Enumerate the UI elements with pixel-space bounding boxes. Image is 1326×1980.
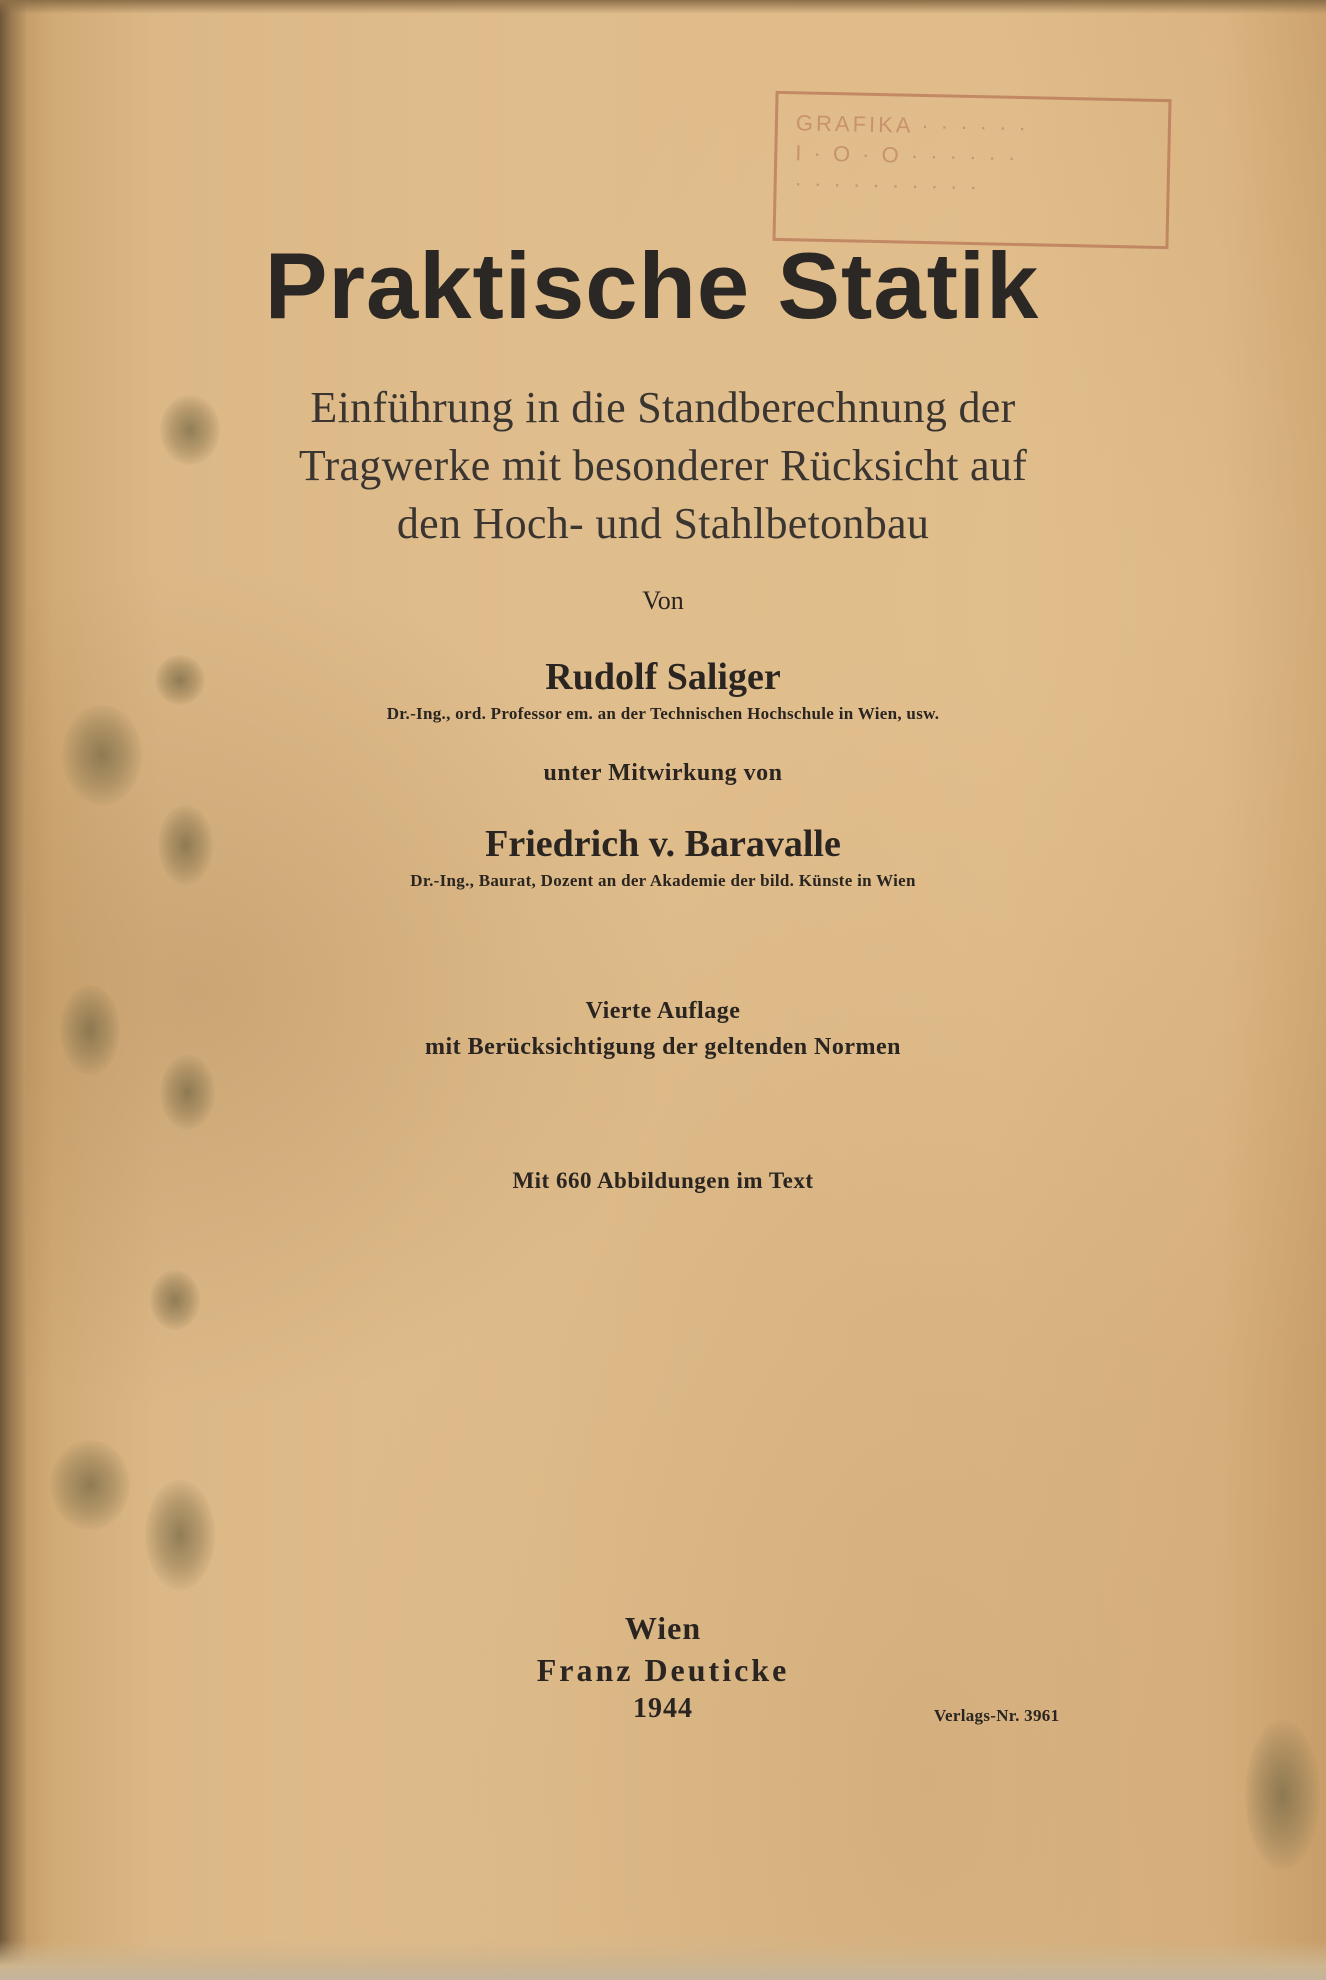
coauthor-credentials: Dr.-Ing., Baurat, Dozent an der Akademie der bild. Künste in Wien bbox=[410, 871, 916, 890]
author-name: Rudolf Saliger bbox=[545, 656, 781, 698]
by-label: Von bbox=[642, 586, 684, 615]
subtitle-line-3: den Hoch- und Stahlbetonbau bbox=[396, 499, 930, 548]
edition-note: mit Berücksichtigung der geltenden Normen bbox=[424, 1034, 902, 1060]
publication-year: 1944 bbox=[633, 1693, 693, 1724]
stain-spot bbox=[150, 1270, 200, 1330]
publisher-name: Franz Deuticke bbox=[536, 1652, 790, 1688]
stain-spot bbox=[1245, 1720, 1320, 1870]
subtitle-line-2: Tragwerke mit besonderer Rücksicht auf bbox=[298, 441, 1028, 490]
stain-spot bbox=[160, 1055, 215, 1130]
publisher-number: Verlags-Nr. 3961 bbox=[934, 1706, 1060, 1725]
worn-top-edge bbox=[0, 0, 1326, 14]
edition-label: Vierte Auflage bbox=[585, 998, 741, 1024]
worn-bottom-edge bbox=[0, 1940, 1326, 1980]
illustrations-note: Mit 660 Abbildungen im Text bbox=[512, 1168, 814, 1193]
publication-place: Wien bbox=[624, 1610, 702, 1646]
author-credentials: Dr.-Ing., ord. Professor em. an der Technischen Hochschule in Wien, usw. bbox=[386, 704, 940, 723]
stain-spot bbox=[145, 1480, 215, 1590]
collaboration-label: unter Mitwirkung von bbox=[543, 760, 783, 786]
library-stamp: GRAFIKA · · · · · · I · O · O · · · · · · · · · · · · · · · · bbox=[772, 91, 1171, 249]
coauthor-name: Friedrich v. Baravalle bbox=[485, 823, 841, 865]
stain-spot bbox=[50, 1440, 130, 1530]
subtitle-line-1: Einführung in die Standberechnung der bbox=[310, 383, 1016, 432]
book-title: Praktische Statik bbox=[264, 233, 1040, 338]
